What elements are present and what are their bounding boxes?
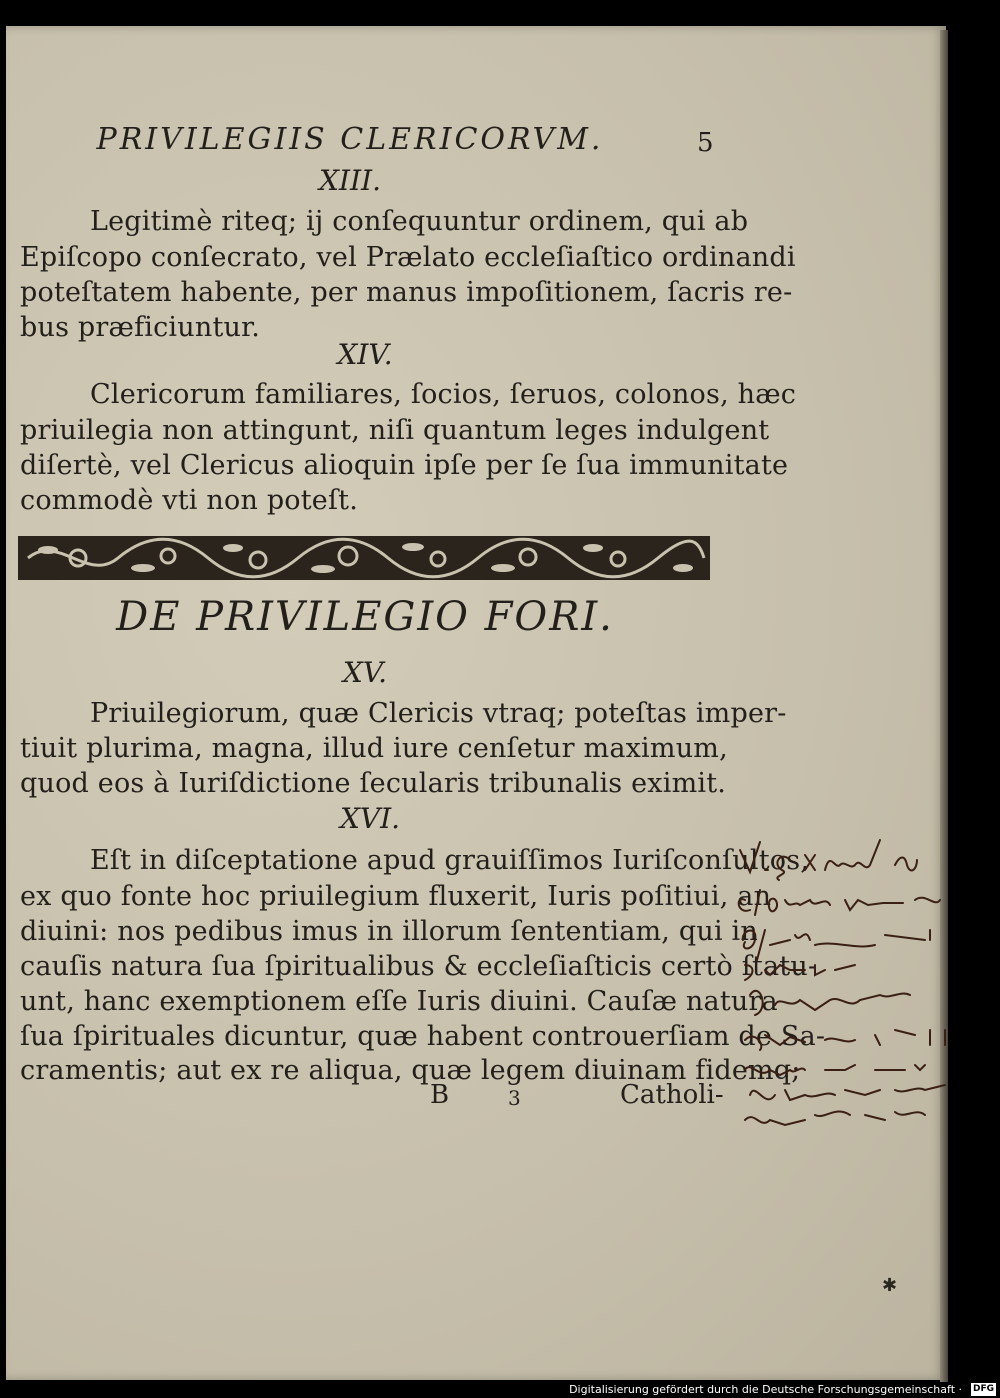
- section-heading-xiv: XIV.: [337, 338, 393, 371]
- paragraph-xvi-line-3: diuini: nos pedibus imus in illorum ſententiam, qui in: [20, 916, 758, 947]
- running-title: PRIVILEGIIS CLERICORVM.: [96, 122, 604, 157]
- paragraph-xvi-line-7: cramentis; aut ex re aliqua, quæ legem diuinam fidemq;: [20, 1055, 801, 1086]
- decorative-ornament-band: [18, 528, 710, 588]
- star-mark: ✱: [882, 1275, 898, 1296]
- paragraph-xiv-line-4: commodè vti non poteſt.: [20, 485, 359, 516]
- paragraph-xiv-line-2: priuilegia non attingunt, niſi quantum leges indulgent: [20, 415, 770, 446]
- paragraph-xvi-line-2: ex quo fonte hoc priuilegium fluxerit, Iuris poſitiui, an: [20, 881, 772, 912]
- section-heading-xv: XV.: [342, 656, 388, 689]
- page-number: 5: [697, 128, 714, 158]
- handwritten-marginal-note: [735, 830, 965, 1130]
- paragraph-xvi-line-1: Eſt in diſceptatione apud grauiſſimos Iuriſconſultos,: [90, 845, 810, 876]
- paragraph-xv-line-3: quod eos à Iuriſdictione ſecularis tribunalis eximit.: [20, 768, 727, 799]
- paragraph-xvi-line-5: unt, hanc exemptionem eſſe Iuris diuini. Cauſæ natura: [20, 986, 778, 1017]
- footer-text: Digitalisierung gefördert durch die Deutsche Forschungsgemeinschaft ·: [569, 1383, 962, 1396]
- paragraph-xiv-line-1: Clericorum familiares, ſocios, ſeruos, colonos, hæc: [90, 379, 797, 410]
- paragraph-xiii-line-4: bus præficiuntur.: [20, 312, 261, 343]
- dfg-logo: DFG: [972, 1384, 994, 1394]
- section-heading-xiii: XIII.: [318, 164, 381, 197]
- digitization-footer: [0, 1382, 1000, 1398]
- paragraph-xvi-line-4: cauſis natura ſua ſpiritualibus & eccleſiaſticis certò ſtatu-: [20, 951, 818, 982]
- paragraph-xiii-line-2: Epiſcopo conſecrato, vel Prælato eccleſiaſtico ordinandi: [20, 242, 796, 273]
- chapter-title: DE PRIVILEGIO FORI.: [116, 594, 614, 640]
- paragraph-xiv-line-3: diſertè, vel Clericus alioquin ipſe per ſe ſua immunitate: [20, 450, 789, 481]
- paragraph-xv-line-1: Priuilegiorum, quæ Clericis vtraq; poteſtas imper-: [90, 698, 787, 729]
- paragraph-xiii-line-3: poteſtatem habente, per manus impoſitionem, ſacris re-: [20, 277, 793, 308]
- paragraph-xv-line-2: tiuit plurima, magna, illud iure cenſetur maximum,: [20, 733, 728, 764]
- section-heading-xvi: XVI.: [339, 802, 401, 835]
- paragraph-xvi-line-6: ſua ſpirituales dicuntur, quæ habent controuerſiam de Sa-: [20, 1021, 826, 1052]
- paragraph-xiii-line-1: Legitimè riteq; ij conſequuntur ordinem, qui ab: [90, 206, 749, 237]
- catchword: Catholi-: [620, 1080, 724, 1110]
- signature-number: 3: [508, 1086, 521, 1110]
- signature-mark: B: [430, 1080, 450, 1110]
